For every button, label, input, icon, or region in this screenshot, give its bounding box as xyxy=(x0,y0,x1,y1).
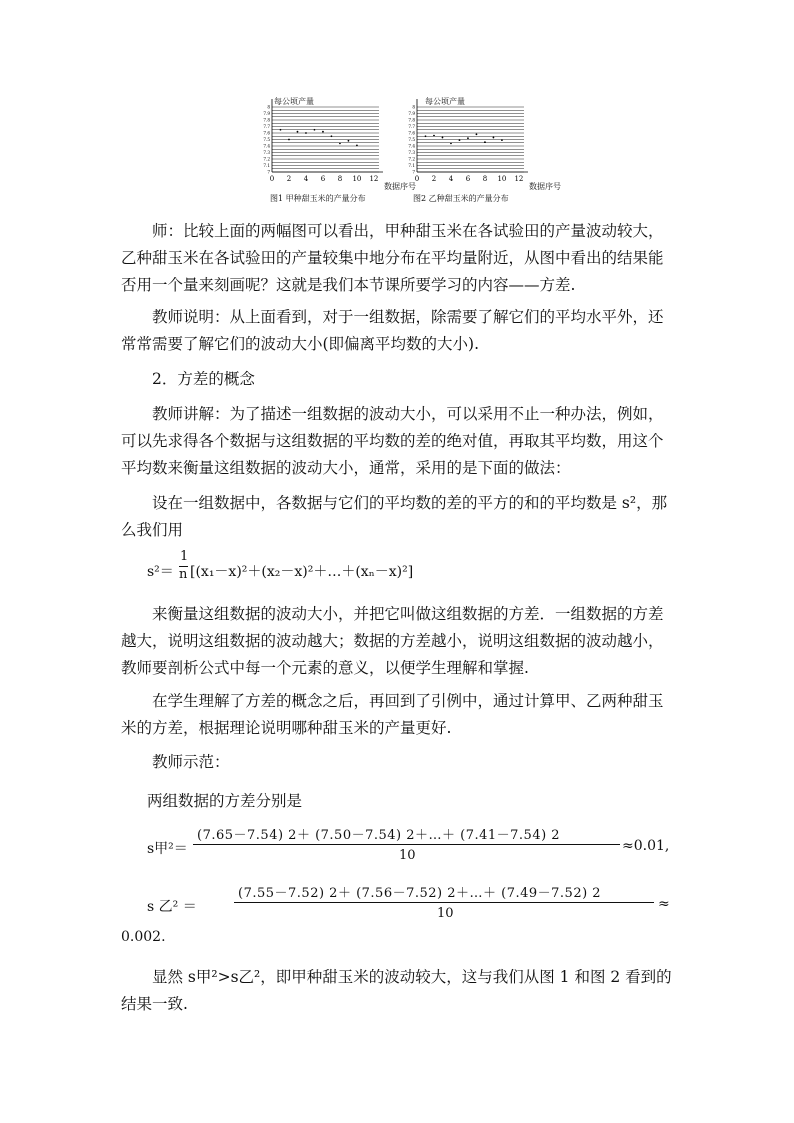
y-tick-label: 7.6 xyxy=(408,130,415,136)
x-tick-label: 10 xyxy=(352,175,362,183)
variance-yi-denominator: 10 xyxy=(437,906,454,921)
figure-1-caption: 图1 甲种甜玉米的产量分布 xyxy=(270,194,366,203)
data-point xyxy=(305,132,307,134)
data-point xyxy=(280,129,282,131)
variance-yi-rhs: ≈ xyxy=(658,896,670,912)
y-tick-label: 7.4 xyxy=(408,143,415,149)
y-tick-label: 7 xyxy=(412,169,415,175)
x-tick-label: 12 xyxy=(369,175,379,183)
variance-jia-bar xyxy=(193,844,620,845)
x-tick-label: 0 xyxy=(414,175,420,183)
data-point xyxy=(297,131,299,133)
data-point xyxy=(476,133,478,135)
figure-2-ylabel: 每公顷产量 xyxy=(425,97,465,106)
variance-formula-frac-num: 1 xyxy=(180,549,189,564)
y-tick-label: 7.2 xyxy=(263,156,270,162)
figures-row xyxy=(262,95,561,207)
y-tick-label: 7.1 xyxy=(263,163,270,168)
y-tick-label: 7.7 xyxy=(408,124,415,129)
data-point xyxy=(331,135,333,137)
figure-2-xlabel: 数据序号 xyxy=(529,182,561,191)
x-tick-label: 4 xyxy=(448,175,454,183)
x-tick-label: 10 xyxy=(497,175,507,183)
y-tick-label: 8 xyxy=(267,104,270,110)
paragraph-two-variances: 两组数据的方差分别是 xyxy=(147,792,303,810)
variance-formula-lhs: s²＝ xyxy=(147,564,174,580)
data-point xyxy=(356,144,358,146)
variance-jia-denominator: 10 xyxy=(399,848,416,863)
y-tick-label: 7.3 xyxy=(263,150,270,155)
data-point xyxy=(288,139,290,141)
paragraph-define-variance: 设在一组数据中，各数据与它们的平均数的差的平方的和的平均数是 s²，那么我们用 xyxy=(121,494,668,539)
figure-2-chart xyxy=(407,95,552,195)
y-tick-label: 7 xyxy=(267,169,270,175)
data-point xyxy=(450,143,452,145)
variance-jia-numerator: (7.65－7.54) 2＋ (7.50－7.54) 2＋…＋ (7.41－7.54) 2 xyxy=(197,828,561,843)
x-tick-label: 6 xyxy=(320,175,326,183)
paragraph-teacher-demo: 教师示范： xyxy=(152,753,230,771)
variance-formula-frac-den: n xyxy=(179,567,188,582)
paragraph-back-to-example: 在学生理解了方差的概念之后，再回到了引例中，通过计算甲、乙两种甜玉米的方差，根据理论说明哪种甜玉米的产量更好. xyxy=(121,692,664,737)
x-tick-label: 12 xyxy=(514,175,524,183)
y-tick-label: 7.4 xyxy=(263,143,270,149)
data-point xyxy=(467,137,469,139)
figure-2-caption: 图2 乙种甜玉米的产量分布 xyxy=(413,194,509,203)
x-tick-label: 4 xyxy=(303,175,309,183)
variance-formula-body: [(x₁－x)²＋(x₂－x)²＋…＋(xₙ－x)²] xyxy=(190,564,414,580)
x-tick-label: 0 xyxy=(269,175,275,183)
data-point xyxy=(348,140,350,142)
variance-jia-lhs: s甲²＝ xyxy=(147,841,188,857)
section-heading-variance-concept: 2．方差的概念 xyxy=(152,370,255,388)
data-point xyxy=(442,137,444,139)
figure-1-ylabel: 每公顷产量 xyxy=(274,97,314,106)
variance-yi-numerator: (7.55－7.52) 2＋ (7.56－7.52) 2＋…＋ (7.49－7.52) 2 xyxy=(238,886,602,901)
data-point xyxy=(493,137,495,139)
data-point xyxy=(322,131,324,133)
x-tick-label: 8 xyxy=(337,175,343,183)
figure-1 xyxy=(262,95,416,207)
paragraph-teacher-explain: 教师说明：从上面看到，对于一组数据，除需要了解它们的平均水平外，还常常需要了解它们的波动大小(即偏离平均数的大小). xyxy=(121,308,664,353)
data-point xyxy=(433,135,435,137)
data-point xyxy=(339,143,341,145)
y-tick-label: 7.1 xyxy=(408,163,415,168)
paragraph-teacher-lecture: 教师讲解：为了描述一组数据的波动大小，可以采用不止一种办法，例如，可以先求得各个数据与这组数据的平均数的差的绝对值，再取其平均数，用这个平均数来衡量这组数据的波动大小，通常，采用的是下面的做法： xyxy=(121,405,664,477)
data-point xyxy=(314,129,316,131)
data-point xyxy=(425,135,427,137)
variance-jia-rhs: ≈0.01, xyxy=(622,838,670,854)
variance-yi-lhs: s 乙² ＝ xyxy=(147,899,197,915)
data-point xyxy=(501,139,503,141)
y-tick-label: 7.9 xyxy=(263,111,270,116)
y-tick-label: 7.3 xyxy=(408,150,415,155)
y-tick-label: 7.6 xyxy=(263,130,270,136)
figure-1-chart xyxy=(262,95,407,195)
x-tick-label: 6 xyxy=(465,175,471,183)
x-tick-label: 2 xyxy=(431,175,437,183)
figure-2 xyxy=(407,95,561,207)
y-tick-label: 7.2 xyxy=(408,156,415,162)
paragraph-conclusion: 显然 s甲²>s乙²，即甲种甜玉米的波动较大，这与我们从图 1 和图 2 看到的结果一致. xyxy=(121,968,672,1013)
x-tick-label: 2 xyxy=(286,175,292,183)
y-tick-label: 7.7 xyxy=(263,124,270,129)
data-point xyxy=(459,139,461,141)
y-tick-label: 7.9 xyxy=(408,111,415,116)
data-point xyxy=(484,141,486,143)
figure-1-xlabel: 数据序号 xyxy=(384,182,416,191)
y-tick-label: 8 xyxy=(412,104,415,110)
paragraph-teacher-compare: 师：比较上面的两幅图可以看出，甲种甜玉米在各试验田的产量波动较大，乙种甜玉米在各试验田的产量较集中地分布在平均量附近，从图中看出的结果能否用一个量来刻画呢？这就是我们本节课所要学习的内容——方差. xyxy=(121,222,664,294)
variance-yi-continued: 0.002. xyxy=(121,929,166,945)
y-tick-label: 7.5 xyxy=(408,137,415,142)
x-tick-label: 8 xyxy=(482,175,488,183)
y-tick-label: 7.5 xyxy=(263,137,270,142)
y-tick-label: 7.8 xyxy=(263,117,270,123)
y-tick-label: 7.8 xyxy=(408,117,415,123)
paragraph-variance-meaning: 来衡量这组数据的波动大小，并把它叫做这组数据的方差．一组数据的方差越大，说明这组数据的波动越大；数据的方差越小，说明这组数据的波动越小，教师要剖析公式中每一个元素的意义，以便学生理解和掌握. xyxy=(121,605,664,677)
variance-yi-bar xyxy=(234,902,654,903)
